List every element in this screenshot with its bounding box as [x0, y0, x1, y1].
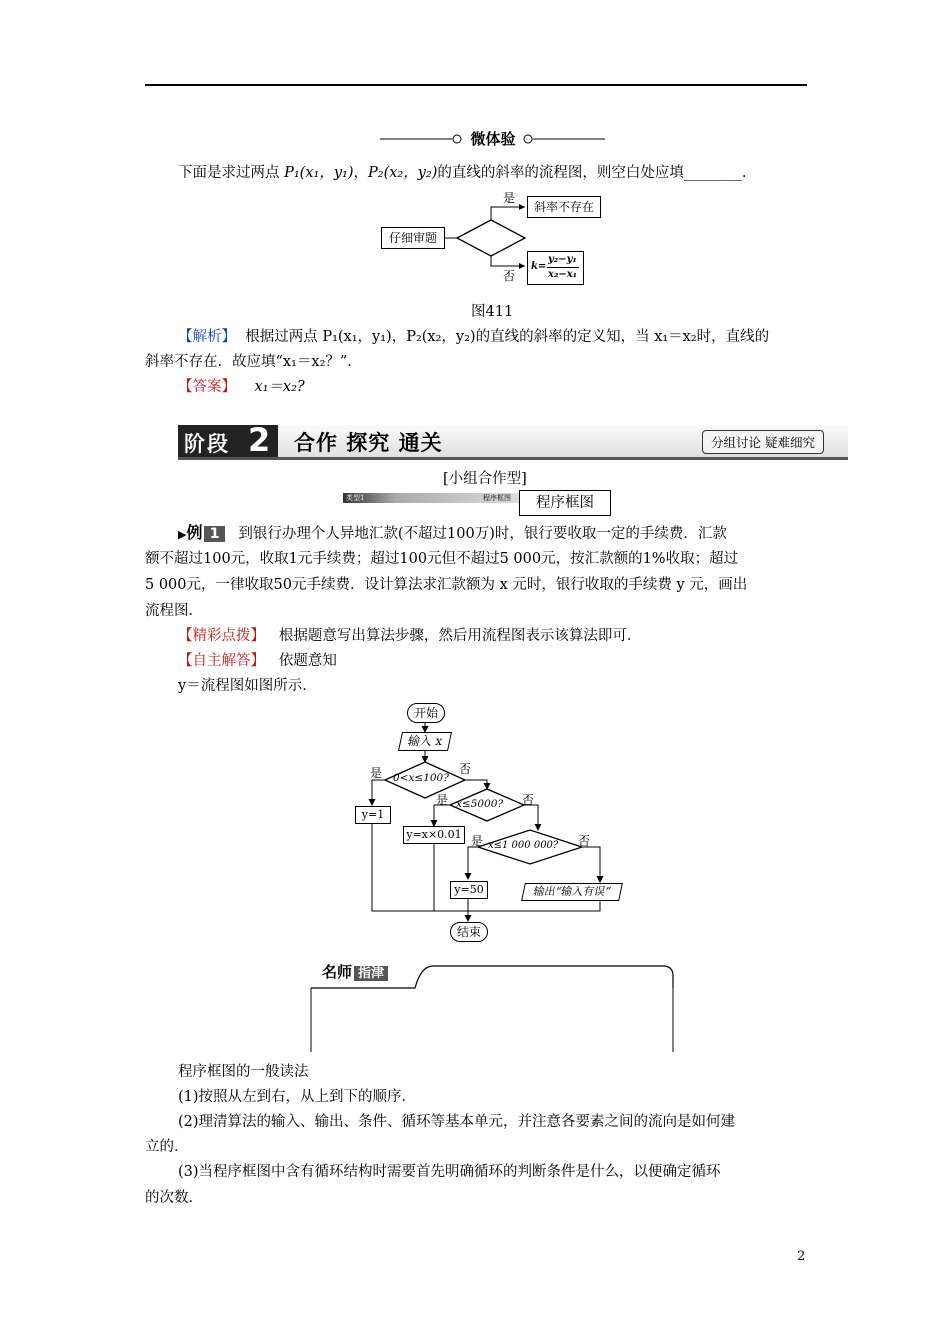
example-line1 — [178, 520, 727, 543]
figure-caption: 图411 — [471, 304, 514, 320]
type-bar-small-right: 程序框图 — [483, 494, 511, 502]
flow1-yes-label: 是 — [503, 191, 516, 205]
teacher-box-title — [322, 961, 388, 982]
teacher-title-a: 名师 — [322, 963, 353, 981]
micro-header-title: 微体验 — [470, 130, 516, 148]
group-type-label: [小组合作型] — [443, 471, 527, 487]
solution-tag: 【自主解答】 — [178, 653, 265, 669]
method-item3a: (3)当程序框图中含有循环结构时需要首先明确循环的判断条件是什么，以便确定循环 — [178, 1164, 721, 1180]
solution-line — [178, 649, 337, 670]
formula-bar — [547, 267, 579, 268]
flow2-out3: y=50 — [450, 881, 488, 899]
type-bar-small-left: 类型1 — [346, 494, 365, 502]
problem-after: 的直线的斜率的流程图，则空白处应填________. — [437, 165, 747, 181]
flowchart-fee — [350, 700, 650, 945]
analysis-line2: 斜率不存在．故应填“x₁＝x₂？”． — [145, 354, 362, 370]
formula-numerator: y₂−y₁ — [548, 254, 577, 265]
answer-tag: 【答案】 — [178, 379, 236, 395]
method-title: 程序框图的一般读法 — [178, 1064, 309, 1080]
flow2-yes3: 是 — [471, 834, 484, 848]
stage-title: 合作 探究 通关 — [294, 430, 443, 455]
example-text1: 到银行办理个人异地汇款(不超过100万)时，银行要收取一定的手续费．汇款 — [238, 526, 727, 542]
flow2-input: 输入 x — [398, 732, 452, 751]
example-arrow-icon: ▶ — [178, 528, 187, 541]
problem-before: 下面是求过两点 — [178, 165, 285, 181]
flow1-start-box: 仔细审题 — [381, 227, 445, 249]
flow2-no3: 否 — [578, 834, 591, 848]
flow2-cond2: x≤5000? — [456, 798, 504, 810]
flow2-cond3: x≤1 000 000? — [488, 840, 559, 851]
hint-tag: 【精彩点拨】 — [178, 628, 265, 644]
stage-number: 2 — [248, 421, 271, 459]
formula-k: k= — [531, 261, 547, 272]
method-item2a: (2)理清算法的输入、输出、条件、循环等基本单元，并注意各要素之间的流向是如何建 — [178, 1114, 736, 1130]
stage-banner — [178, 421, 848, 460]
flow2-out2: y=x×0.01 — [403, 826, 465, 844]
stage-side-label: 分组讨论 疑难细究 — [702, 430, 824, 454]
example-line3: 5 000元，一律收取50元手续费．设计算法求汇款额为 x 元时，银行收取的手续费 y 元，画出 — [145, 577, 748, 593]
page-number: 2 — [797, 1249, 806, 1264]
flow2-out1: y=1 — [355, 806, 391, 824]
analysis-text1: 根据过两点 P₁(x₁，y₁)，P₂(x₂，y₂)的直线的斜率的定义知，当 x₁＝x₂时，直线的 — [245, 329, 770, 345]
method-item3b: 的次数． — [145, 1190, 203, 1206]
hint-text: 根据题意写出算法步骤，然后用流程图表示该算法即可． — [278, 628, 642, 644]
stage-label: 阶段 — [184, 432, 230, 456]
problem-sep: ， — [353, 165, 368, 181]
flow2-yes1: 是 — [370, 766, 383, 780]
example-tag: 例 — [186, 523, 203, 542]
problem-p2: P₂(x₂，y₂) — [368, 165, 438, 181]
solution-text: 依题意知 — [278, 653, 337, 669]
flow1-yes-box: 斜率不存在 — [527, 196, 601, 218]
example-line2: 额不超过100元，收取1元手续费；超过100元但不超过5 000元，按汇款额的1%收取；超过 — [145, 551, 739, 567]
problem-p1: P₁(x₁，y₁) — [284, 165, 354, 181]
flow2-end: 结束 — [450, 922, 488, 942]
flow2-start: 开始 — [407, 703, 445, 723]
flow2-out4: 输出“输入有误” — [521, 883, 623, 901]
micro-header — [380, 128, 605, 150]
flow2-cond1: 0<x≤100? — [393, 772, 449, 784]
flow2-no1: 否 — [459, 762, 472, 776]
problem-text — [178, 161, 747, 182]
type-bar-label: 程序框图 — [536, 495, 594, 511]
method-item2b: 立的． — [145, 1139, 189, 1155]
type-bar-label-box — [519, 490, 611, 516]
method-item1: (1)按照从左到右，从上到下的顺序． — [178, 1089, 417, 1105]
flow1-no-label: 否 — [503, 269, 516, 283]
example-line4: 流程图． — [145, 603, 203, 619]
answer-line — [178, 375, 305, 396]
header-rule — [145, 84, 807, 86]
example-number: 1 — [204, 526, 224, 542]
type-bar — [343, 490, 610, 515]
formula-denominator: x₂−x₁ — [548, 269, 578, 280]
hint-line — [178, 624, 641, 645]
teacher-title-b: 指津 — [354, 966, 388, 981]
answer-text: x₁＝x₂? — [254, 379, 305, 395]
flow2-yes2: 是 — [436, 793, 449, 807]
flow1-formula-box — [527, 251, 584, 285]
analysis-tag: 【解析】 — [178, 329, 236, 345]
analysis-line1 — [178, 325, 769, 346]
solution-line2: y＝流程图如图所示． — [178, 678, 317, 694]
flow2-no2: 否 — [522, 793, 535, 807]
stage-label-box — [178, 421, 278, 459]
